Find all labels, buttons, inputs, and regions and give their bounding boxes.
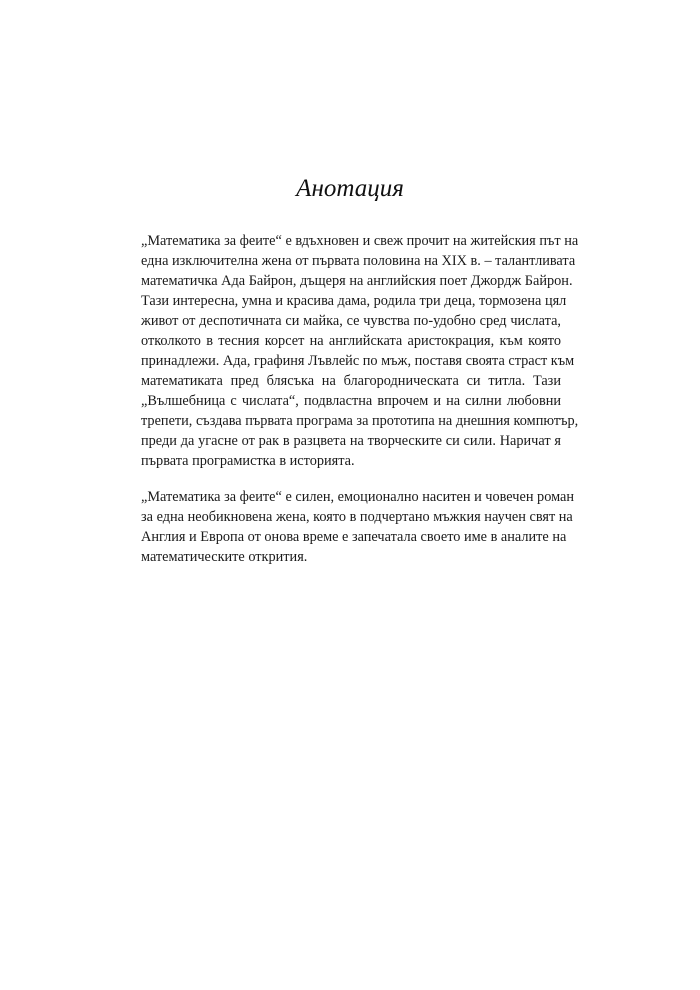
text-line: „Математика за феите“ е силен, емоционално наситен и човечен роман bbox=[141, 489, 575, 505]
text-line: Англия и Европа от онова време е запечатала своето име в аналите на bbox=[141, 529, 567, 545]
text-line: отколкото в тесния корсет на английската аристокрация, към която bbox=[141, 333, 561, 349]
paragraph-2 bbox=[141, 487, 575, 567]
text-line: една изключителна жена от първата половина на XIX в. – талантливата bbox=[141, 253, 576, 269]
paragraph-1 bbox=[141, 231, 579, 471]
text-line: „Вълшебница с числата“, подвластна впрочем и на силни любовни bbox=[141, 393, 561, 409]
text-line: принадлежи. Ада, графиня Лъвлейс по мъж, поставя своята страст към bbox=[141, 353, 575, 369]
text-line: Тази интересна, умна и красива дама, родила три деца, тормозена цял bbox=[141, 293, 567, 309]
page-title: Анотация bbox=[296, 175, 404, 202]
text-line: за една необикновена жена, която в подчертано мъжкия научен свят на bbox=[141, 509, 573, 525]
text-line: математиката пред блясъка на благородническата си титла. Тази bbox=[141, 373, 561, 389]
text-line: „Математика за феите“ е вдъхновен и свеж прочит на житейския път на bbox=[141, 233, 579, 249]
text-line: живот от деспотичната си майка, се чувства по-удобно сред числата, bbox=[141, 313, 561, 329]
text-line: математичка Ада Байрон, дъщеря на английския поет Джордж Байрон. bbox=[141, 273, 573, 289]
text-line: преди да угасне от рак в разцвета на творческите си сили. Наричат я bbox=[141, 433, 561, 449]
text-line: математическите открития. bbox=[141, 549, 308, 565]
text-line: първата програмистка в историята. bbox=[141, 453, 355, 469]
annotation-body bbox=[141, 231, 579, 583]
text-line: трепети, създава първата програма за прототипа на днешния компютър, bbox=[141, 413, 579, 429]
